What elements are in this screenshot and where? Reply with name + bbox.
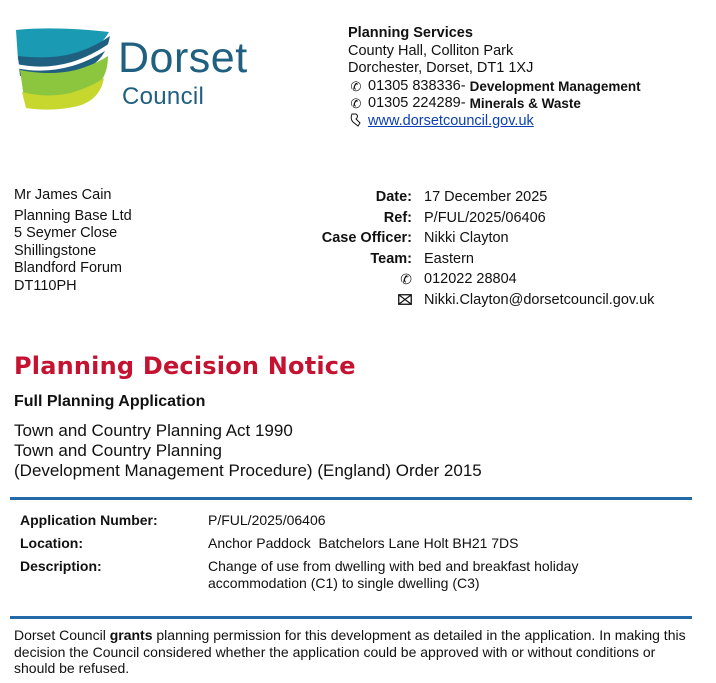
decision-grants: grants [109,627,153,643]
phone1-dept: Development Management [469,78,641,94]
recipient-postcode: DT110PH [14,277,77,294]
officer-phone-row [300,269,654,290]
planning-services-contact [348,25,641,131]
mouse-pointer-icon [348,113,364,132]
date-label: Date: [375,189,412,205]
description-label: Description: [20,558,102,574]
recipient-town: Blandford Forum [14,260,122,276]
act-line-2: Town and Country Planning [14,441,222,460]
act-line-1: Town and Country Planning Act 1990 [14,421,293,440]
team-value: Eastern [424,250,474,267]
application-type: Full Planning Application [14,393,206,410]
officer-value: Nikki Clayton [424,230,509,246]
ref-label: Ref: [383,209,412,226]
description-value: Change of use from dwelling with bed and breakfast holiday accommodation (C1) to single dwelling (C3) [208,558,579,591]
phone-line-development [348,78,641,96]
officer-email[interactable]: Nikki.Clayton@dorsetcouncil.gov.uk [424,291,655,308]
application-number-value: P/FUL/2025/06406 [208,512,326,528]
decision-statement [14,627,694,677]
location-row [20,535,678,552]
act-line-3: (Development Management Procedure) (England) Order 2015 [14,461,482,480]
page-title: Planning Decision Notice [14,352,356,380]
ref-value: P/FUL/2025/06406 [424,209,546,226]
description-row [20,558,678,592]
dorset-council-logo [14,26,274,110]
telephone-icon: ✆ [400,271,412,287]
date-row [300,187,654,208]
date-value: 17 December 2025 [424,189,548,205]
address-line-1: County Hall, Colliton Park [348,42,514,59]
decision-text-1: Dorset Council [14,627,110,643]
officer-label: Case Officer: [321,230,412,246]
recipient-name: Mr James Cain [14,187,112,203]
divider-bottom [10,616,692,619]
officer-email-row [300,290,654,311]
phone2-number: 01305 224289- [368,95,466,111]
application-number-label: Application Number: [20,512,158,528]
application-number-row [20,512,678,529]
team-row [300,249,654,270]
team-label: Team: [370,250,412,267]
telephone-icon: ✆ [350,96,362,111]
officer-row [300,228,654,249]
ref-row [300,208,654,229]
recipient-street: 5 Seymer Close [14,225,118,241]
phone2-dept: Minerals & Waste [469,96,581,111]
website-line [348,113,641,132]
officer-phone: 012022 28804 [424,271,517,287]
recipient-address [14,187,132,295]
decision-text-2: planning permission for this development as detailed in the application. In making this decision the Council considered whether the application could be approved with or without conditions or should be refused. [14,627,686,676]
envelope-icon [300,290,424,311]
department-name: Planning Services [348,25,473,41]
reference-block [300,187,654,310]
website-link[interactable]: www.dorsetcouncil.gov.uk [368,113,534,129]
phone-line-minerals [348,95,641,113]
telephone-icon: ✆ [350,78,362,94]
recipient-village: Shillingstone [14,242,97,259]
logo-emblem-icon [14,26,114,110]
logo-word-dorset: Dorset [118,34,248,82]
divider-top [10,497,692,500]
legislation-references [14,421,482,481]
address-line-2: Dorchester, Dorset, DT1 1XJ [348,60,534,76]
application-details [20,512,678,598]
recipient-company: Planning Base Ltd [14,207,132,224]
location-value: Anchor Paddock Batchelors Lane Holt BH21 7DS [208,535,519,551]
logo-word-council: Council [122,83,205,110]
location-label: Location: [20,535,83,551]
phone1-number: 01305 838336- [368,77,466,94]
